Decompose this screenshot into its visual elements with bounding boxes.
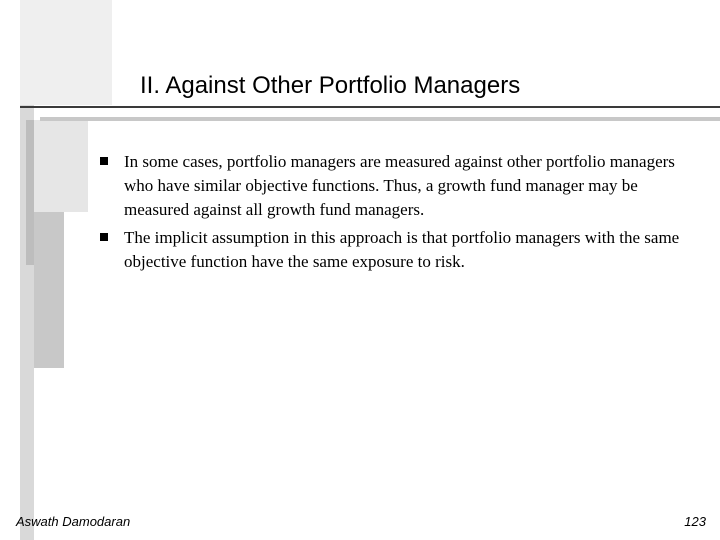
bullet-text: In some cases, portfolio managers are measured against other portfolio managers who have similar objective functions. Thus, a growth fund manager may be measured against all growth fund managers. [124, 152, 675, 219]
slide-title: II. Against Other Portfolio Managers [140, 72, 521, 99]
square-bullet-icon [100, 157, 108, 165]
bullet-item [96, 226, 696, 274]
bullet-item [96, 150, 696, 222]
title-rule [20, 106, 720, 108]
bullet-text: The implicit assumption in this approach is that portfolio managers with the same objective function have the same exposure to risk. [124, 228, 680, 271]
decor-block-lower [34, 212, 64, 368]
decor-block-inner [26, 120, 34, 265]
footer-author: Aswath Damodaran [16, 514, 131, 529]
title-rule-shadow [40, 117, 720, 121]
decor-block-mid [34, 120, 88, 212]
decor-block-top [20, 0, 112, 105]
page-number: 123 [684, 514, 706, 529]
bullet-list [96, 150, 696, 278]
square-bullet-icon [100, 233, 108, 241]
